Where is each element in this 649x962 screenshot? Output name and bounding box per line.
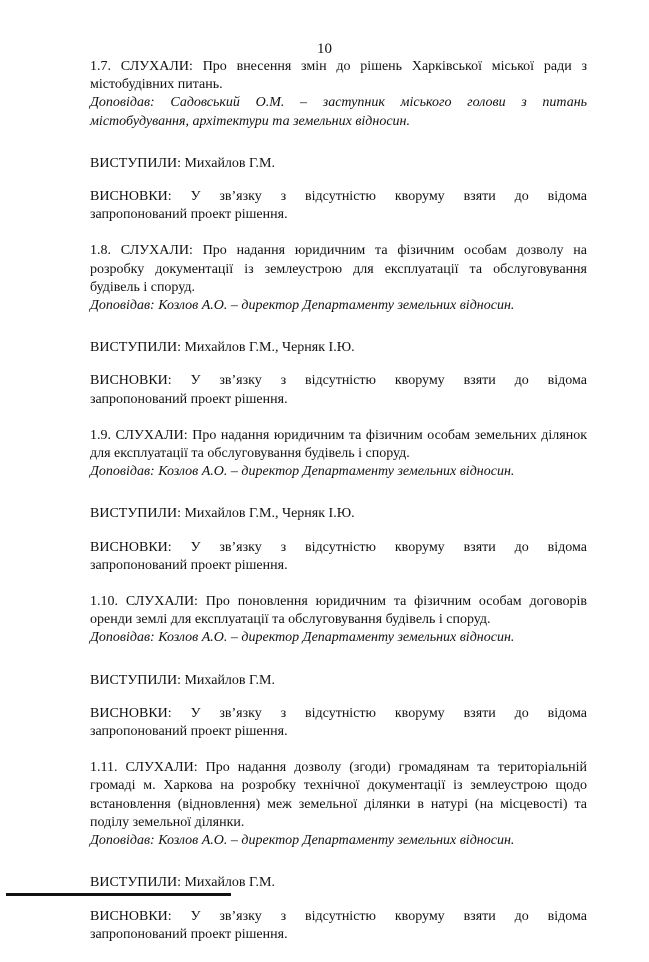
item-subject: Про надання юридичним та фізичним особам дозволу на розробку документації із землеустрою для експлуатації та обслуговування будівель і споруд. (90, 243, 587, 295)
conclusion-line-2: запропонований проект рішення. (90, 207, 288, 223)
speaker-text: Козлов А.О. – директор Департаменту земельних відносин. (158, 630, 515, 646)
spoke-paragraph (90, 505, 587, 523)
spoke-paragraph (90, 874, 587, 892)
item-subject: Про поновлення юридичним та фізичним особам договорів оренди землі для експлуатації та обслуговування будівель і споруд. (90, 594, 587, 628)
conclusion-paragraph (90, 372, 587, 408)
speaker-label: Доповідав: (90, 464, 155, 480)
item-number-label: 1.11. СЛУХАЛИ: (90, 760, 198, 776)
speaker-paragraph (90, 832, 587, 850)
speaker-paragraph (90, 463, 587, 481)
speaker-label: Доповідав: (90, 630, 155, 646)
page-number: 10 (317, 41, 332, 57)
item-number-label: 1.10. СЛУХАЛИ: (90, 594, 198, 610)
conclusion-line-1: ВИСНОВКИ: У зв’язку з відсутністю кворуму взяти до відома (90, 908, 587, 924)
speaker-text: Козлов А.О. – директор Департаменту земельних відносин. (158, 464, 515, 480)
agenda-item-1-9 (90, 427, 587, 575)
footer-rule (6, 893, 231, 896)
spoke-paragraph (90, 155, 587, 173)
conclusion-paragraph (90, 188, 587, 224)
spoke-names: Михайлов Г.М. (184, 672, 275, 688)
speaker-label: Доповідав: (90, 298, 155, 314)
spoke-label: ВИСТУПИЛИ: (90, 340, 181, 356)
speaker-label: Доповідав: (90, 95, 155, 111)
conclusion-line-2: запропонований проект рішення. (90, 557, 288, 573)
item-subject: Про внесення змін до рішень Харківської міської ради з містобудівних питань. (90, 59, 587, 93)
speaker-paragraph (90, 94, 587, 130)
conclusion-line-2: запропонований проект рішення. (90, 724, 288, 740)
speaker-paragraph (90, 297, 587, 315)
heard-paragraph (90, 759, 587, 832)
item-number-label: 1.9. СЛУХАЛИ: (90, 427, 188, 443)
heard-paragraph (90, 242, 587, 297)
conclusion-line-2: запропонований проект рішення. (90, 391, 288, 407)
conclusion-paragraph (90, 705, 587, 741)
agenda-item-1-11 (90, 759, 587, 944)
spoke-label: ВИСТУПИЛИ: (90, 155, 181, 171)
speaker-text: Козлов А.О. – директор Департаменту земельних відносин. (158, 298, 515, 314)
heard-paragraph (90, 58, 587, 94)
heard-paragraph (90, 593, 587, 629)
item-subject: Про надання дозволу (згоди) громадянам та територіальній громаді м. Харкова на розробку технічної документації із землеустрою щодо встановлення (відновлення) меж земельної ділянки в натурі (на місцевості) та поділу земельної ділянки. (90, 760, 588, 830)
agenda-item-1-8 (90, 242, 587, 408)
spoke-names: Михайлов Г.М., Черняк І.Ю. (184, 340, 355, 356)
speaker-label: Доповідав: (90, 833, 155, 849)
spoke-label: ВИСТУПИЛИ: (90, 506, 181, 522)
spoke-paragraph (90, 672, 587, 690)
conclusion-paragraph (90, 908, 587, 944)
spoke-label: ВИСТУПИЛИ: (90, 875, 181, 891)
item-number-label: 1.8. СЛУХАЛИ: (90, 243, 193, 259)
spoke-label: ВИСТУПИЛИ: (90, 672, 181, 688)
speaker-text: Садовський О.М. – заступник міського голови з питань містобудування, архітектури та земельних відносин. (90, 95, 588, 129)
agenda-item-1-10 (90, 593, 587, 741)
item-subject: Про надання юридичним та фізичним особам земельних ділянок для експлуатації та обслуговування будівель і споруд. (90, 427, 587, 462)
speaker-text: Козлов А.О. – директор Департаменту земельних відносин. (158, 833, 515, 849)
speaker-paragraph (90, 629, 587, 647)
spoke-paragraph (90, 339, 587, 357)
heard-paragraph (90, 427, 587, 463)
conclusion-line-1: ВИСНОВКИ: У зв’язку з відсутністю кворуму взяти до відома (90, 705, 587, 721)
conclusion-line-2: запропонований проект рішення. (90, 926, 288, 942)
conclusion-paragraph (90, 539, 587, 575)
item-number-label: 1.7. СЛУХАЛИ: (90, 59, 193, 74)
spoke-names: Михайлов Г.М., Черняк І.Ю. (184, 506, 355, 522)
agenda-item-1-7 (90, 58, 587, 224)
conclusion-line-1: ВИСНОВКИ: У зв’язку з відсутністю кворуму взяти до відома (90, 189, 587, 205)
minutes-content (90, 58, 587, 962)
spoke-names: Михайлов Г.М. (184, 875, 275, 891)
spoke-names: Михайлов Г.М. (184, 155, 275, 171)
conclusion-line-1: ВИСНОВКИ: У зв’язку з відсутністю кворуму взяти до відома (90, 373, 587, 389)
conclusion-line-1: ВИСНОВКИ: У зв’язку з відсутністю кворуму взяти до відома (90, 539, 587, 555)
